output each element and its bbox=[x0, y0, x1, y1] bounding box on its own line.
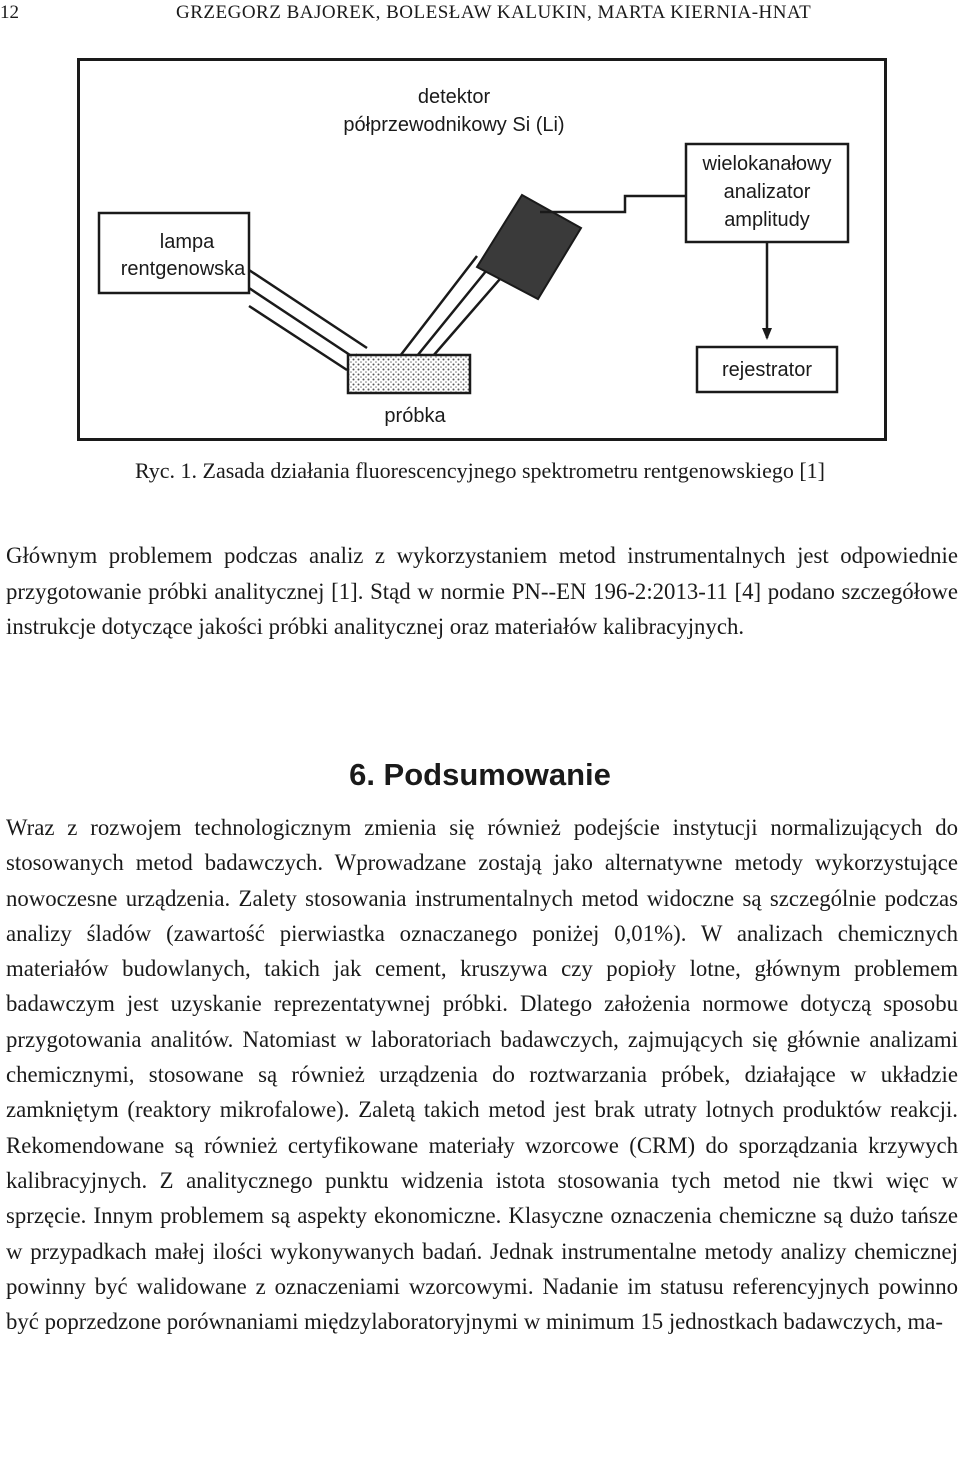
analyzer-label-line3: amplitudy bbox=[724, 209, 810, 231]
section-heading: 6. Podsumowanie bbox=[349, 757, 611, 792]
detector-label-line1: detektor bbox=[417, 86, 491, 108]
body-paragraph-1: Głównym problemem podczas analiz z wykorzystaniem metod instrumentalnych jest odpowiednie przygotowanie próbki analitycznej [1]. Stąd w normie PN--EN 196-2:2013-11 [4] podano szczegółowe instrukcje dotyczące jakości próbki analitycznej oraz materiałów kalibracyjnych. bbox=[6, 543, 958, 639]
xrf-spectrometer-diagram bbox=[77, 58, 887, 441]
analyzer-label-line1: wielokanałowy bbox=[702, 153, 832, 175]
sample-label: próbka bbox=[384, 405, 446, 427]
body-paragraph-2: Wraz z rozwojem technologicznym zmienia się również podejście instytucji normalizujących do stosowanych metod badawczych. Wprowadzane zostają jako alternatywne metody wykorzystujące nowoczesne urządzenia. Zalety stosowania instrumentalnych metod widoczne są szczególnie podczas analizy śladów (zawartość pierwiastka oznaczanego poniżej 0,01%). W analizach chemicznych materiałów budowlanych, takich jak cement, kruszywa czy popioły lotne, głównym problemem badawczym jest uzyskanie reprezentatywnej próbki. Dlatego założenia normowe dotyczą sposobu przygotowania analitów. Natomiast w laboratoriach badawczych, zajmujących się głównie analizami chemicznymi, stosowane są również urządzenia do roztwarzania próbek, działające w układzie zamkniętym (reaktory mikrofalowe). Zaletą takich metod jest brak utraty lotnych produktów reakcji. Rekomendowane są również certyfikowane materiały wzorcowe (CRM) do sporządzania krzywych kalibracyjnych. Z analitycznego punktu widzenia istota stosowania tych metod nie tkwi więc w sprzęcie. Innym problemem są aspekty ekonomiczne. Klasyczne oznaczenia chemiczne są dużo tańsze w przypadkach małej ilości wykonywanych badań. Jednak instrumentalne metody analizy chemicznej powinny być walidowane z oznaczeniami wzorcowymi. Nadanie im statusu referencyjnych powinno być poprzedzone porównaniami międzylaboratoryjnymi w minimum 15 jednostkach badawczych, ma- bbox=[6, 815, 958, 1335]
analyzer-label-line2: analizator bbox=[723, 181, 811, 203]
xray-tube-label-line2: rentgenowska bbox=[120, 258, 246, 280]
figure-caption: Ryc. 1. Zasada działania fluorescencyjnego spektrometru rentgenowskiego [1] bbox=[134, 458, 826, 483]
running-header bbox=[0, 0, 960, 30]
xray-tube-box bbox=[99, 213, 249, 293]
header-authors: GRZEGORZ BAJOREK, BOLESŁAW KALUKIN, MARTA KIERNIA-HNAT bbox=[176, 2, 812, 23]
xray-tube-label-line1: lampa bbox=[159, 231, 215, 253]
page-number: 12 bbox=[0, 2, 19, 23]
sample-block bbox=[348, 355, 470, 393]
recorder-label: rejestrator bbox=[721, 359, 813, 381]
detector-label-line2: półprzewodnikowy Si (Li) bbox=[343, 114, 565, 136]
